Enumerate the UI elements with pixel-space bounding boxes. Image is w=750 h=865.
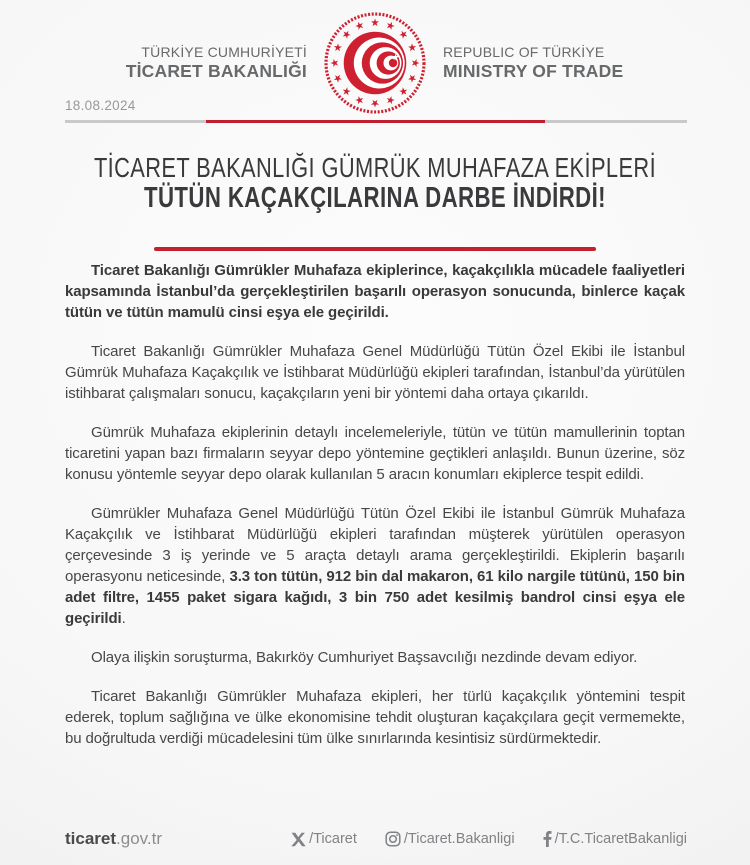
headline-line1: TİCARET BAKANLIĞI GÜMRÜK MUHAFAZA EKİPLERİ	[93, 152, 657, 183]
instagram-handle: /Ticaret.Bakanligi	[403, 831, 515, 847]
divider-red-center	[206, 120, 545, 123]
facebook-link[interactable]	[543, 831, 687, 847]
paragraph-2: Ticaret Bakanlığı Gümrükler Muhafaza Genel Müdürlüğü Tütün Özel Ekibi ile İstanbul Gümrük Muhafaza Kaçakçılık ve İstihbarat Müdürlüğü ekipleri tarafından, İstanbul’da yürütülen istihbarat çalışmaları sonucu, kaçakçıların yeni bir yöntemi daha ortaya çıkarıldı.	[65, 343, 685, 402]
paragraph-lead: Ticaret Bakanlığı Gümrükler Muhafaza ekiplerince, kaçakçılıkla mücadele faaliyetleri kapsamında İstanbul’da gerçekleştirilen başarılı operasyon sonucunda, binlerce kaçak tütün ve tütün mamulü cinsi eşya ele geçirildi.	[65, 262, 685, 321]
ministry-name-tr-line1: TÜRKİYE CUMHURİYETİ	[141, 43, 307, 60]
paragraph-4-regular: Gümrükler Muhafaza Genel Müdürlüğü Tütün Özel Ekibi ile İstanbul Gümrük Muhafaza Kaçakçılık ve İstihbarat Müdürlüğü ekipleri tarafından müşterek yürütülen operasyon çerçevesinde 3 iş yerinde ve 5 araçta detaylı arama gerçekleştirildi. Ekiplerin başarılı operasyonu neticesinde,	[65, 505, 685, 585]
x-twitter-link[interactable]	[291, 831, 357, 847]
ministry-name-tr-line2: TİCARET BAKANLIĞI	[125, 60, 307, 81]
website-link[interactable]	[65, 829, 162, 849]
ministry-name-english	[429, 44, 695, 82]
divider-gray-right	[545, 120, 687, 123]
instagram-icon	[385, 831, 401, 847]
article-body	[65, 260, 685, 767]
facebook-icon	[543, 831, 552, 847]
headline-red-rule	[154, 247, 596, 251]
x-handle: /Ticaret	[309, 831, 357, 847]
paragraph-6: Ticaret Bakanlığı Gümrükler Muhafaza ekipleri, her türlü kaçakçılık yöntemini tespit ederek, toplum sağlığına ve ülke ekonomisine tehdit oluşturan kaçakçılara geçit vermemekte, bu doğrultuda verdiği mücadelesini tüm ülke sınırlarında kesintisiz sürdürmektedir.	[65, 688, 685, 747]
facebook-handle: /T.C.TicaretBakanligi	[554, 831, 687, 847]
paragraph-4	[65, 503, 685, 629]
ministry-name-en-line2: MINISTRY OF TRADE	[443, 60, 624, 81]
header-divider	[65, 120, 687, 123]
ministry-of-trade-emblem-logo	[321, 10, 429, 116]
website-link-rest: .gov.tr	[116, 829, 163, 848]
paragraph-4-seized-goods: 3.3 ton tütün, 912 bin dal makaron, 61 kilo nargile tütünü, 150 bin adet filtre, 1455 paket sigara kağıdı, 3 bin 750 adet kesilmiş bandrol cinsi eşya ele geçirildi	[65, 568, 685, 627]
footer	[65, 827, 687, 851]
x-icon	[291, 832, 306, 847]
paragraph-5: Olaya ilişkin soruşturma, Bakırköy Cumhuriyet Başsavcılığı nezdinde devam ediyor.	[91, 649, 638, 666]
divider-gray-left	[65, 120, 206, 123]
headline-line2: TÜTÜN KAÇAKÇILARINA DARBE İNDİRDİ!	[144, 182, 606, 214]
headline	[83, 153, 668, 213]
instagram-link[interactable]	[385, 831, 515, 847]
paragraph-3: Gümrük Muhafaza ekiplerinin detaylı incelemeleriyle, tütün ve tütün mamullerinin toptan ticaretini yapan bazı firmaların seyyar depo yöntemine geçtikleri anlaşıldı. Bunun üzerine, söz konusu yöntemle seyyar depo olarak kullanılan 5 aracın konumları ekiplerce tespit edildi.	[65, 424, 685, 483]
ministry-name-turkish	[55, 44, 321, 82]
social-links	[291, 831, 687, 847]
website-link-bold: ticaret	[65, 829, 117, 848]
paragraph-4-period: .	[121, 610, 126, 627]
release-date: 18.08.2024	[65, 98, 136, 113]
ministry-name-en-line1: REPUBLIC OF TÜRKİYE	[443, 43, 605, 60]
